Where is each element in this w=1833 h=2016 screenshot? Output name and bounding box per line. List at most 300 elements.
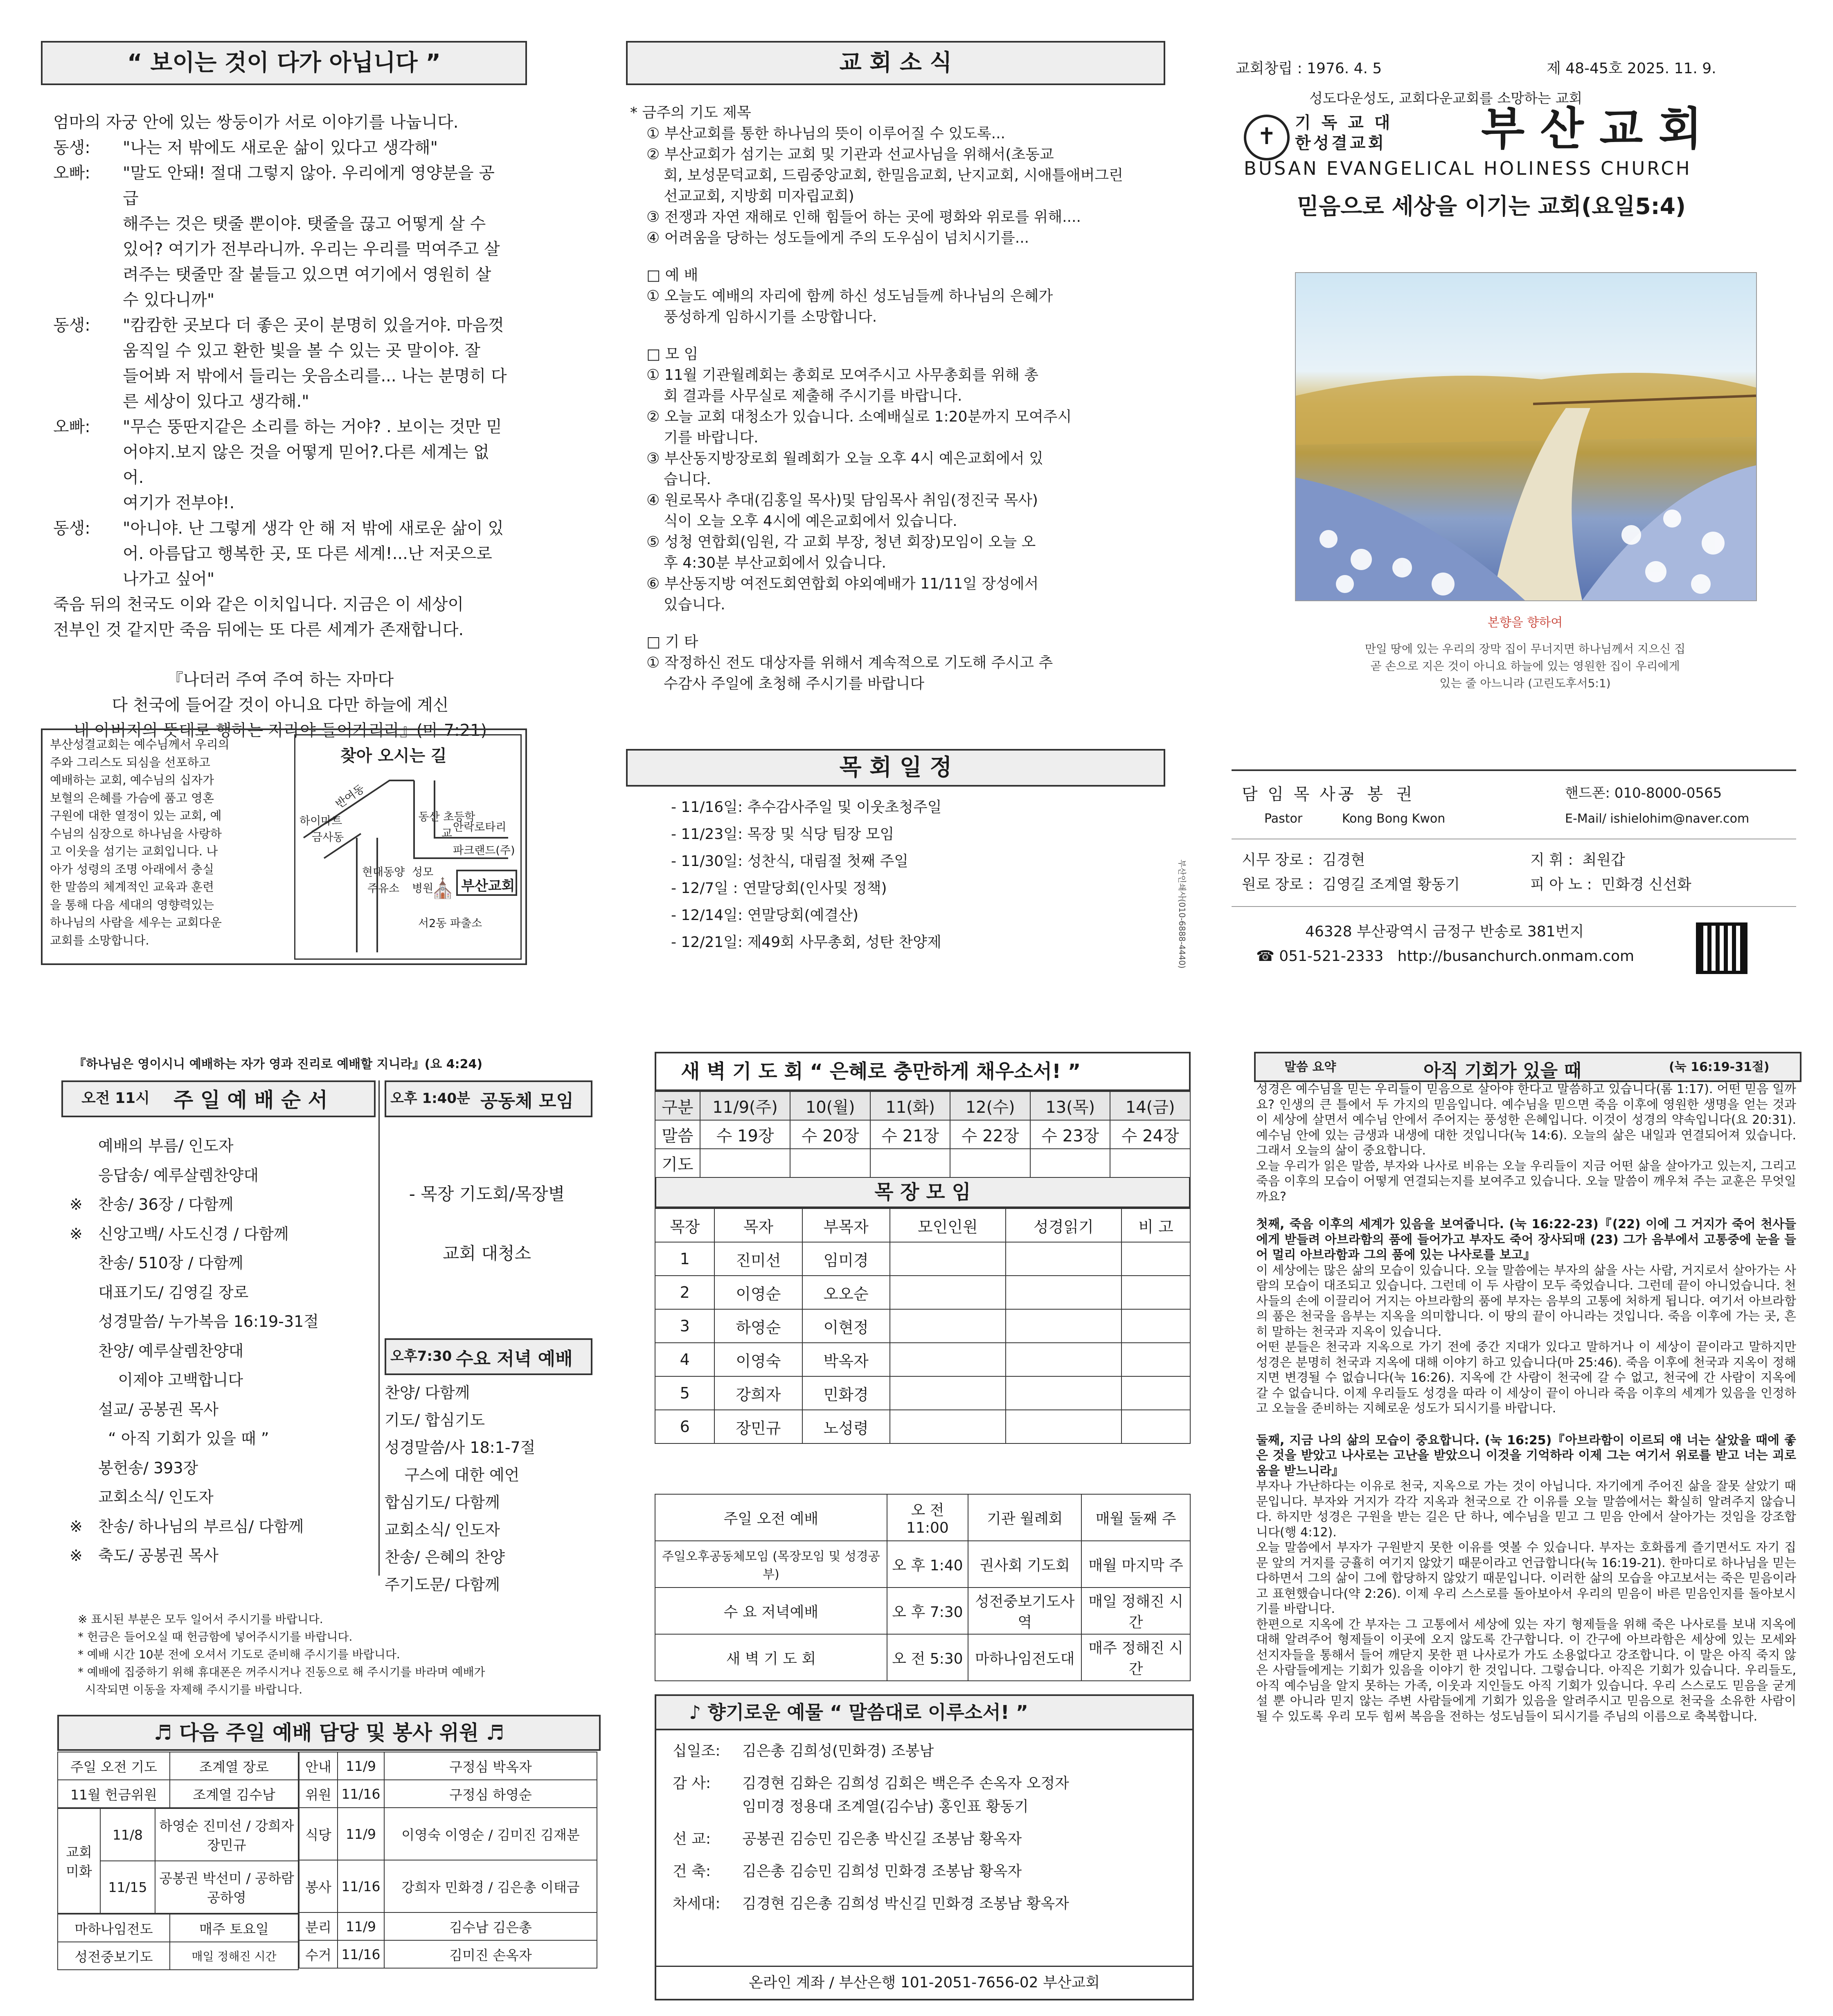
time-cell: 새 벽 기 도 회 [655,1634,887,1681]
offering-row [673,1860,1176,1883]
vision-line: 예배하는 교회, 예수님의 십자가 [50,773,214,787]
duty-value: 조계열 장로 [170,1752,298,1780]
cell-value: 하영순 [714,1309,802,1343]
duty-names: 공봉권 박선미 / 공하람 공하영 [155,1861,298,1913]
worship-heading: □ 예 배 [646,267,698,284]
vision-line: 수님의 심장으로 하나님을 사랑하 [50,826,222,841]
offering-line: 김경현 김화은 김희성 김회은 백은주 손옥자 오정자 [742,1775,1069,1792]
dawn-cell [950,1149,1030,1177]
time-cell: 매주 정해진 시간 [1081,1634,1190,1681]
issue-number: 제 48-45호 2025. 11. 9. [1547,60,1716,77]
schedule-item: - 12/14일: 연말당회(예결산) [671,907,859,924]
offering-title: ♪ 향기로운 예물 “ 말씀대로 이루소서! ” [656,1696,1192,1730]
pm-item-1: - 목장 기도회/목장별 [409,1184,565,1204]
order-mark: ※ [70,1547,83,1565]
sunday-title: 주 일 예 배 순 서 [173,1088,328,1112]
wed-item: 합심기도/ 다함께 [385,1493,500,1511]
order-item [70,1220,381,1249]
dawn-cell [700,1149,790,1177]
vision-line: 고 이웃을 섬기는 교회입니다. 나 [50,844,218,858]
staff-row-1b: 지 휘 : 최원갑 [1530,852,1625,868]
offering-label: 선 교: [673,1831,711,1847]
duty-date: 11/16 [338,1860,384,1912]
offering-row [673,1739,1176,1763]
meeting-item [646,573,1162,615]
map-label-police: 서2동 파출소 [418,917,482,930]
meeting-item [646,406,1162,448]
cell-header: 모인인원 [890,1209,1006,1242]
time-cell: 기관 월례회 [968,1494,1081,1541]
offering-list [656,1730,1192,1933]
map-label-gas: 현대동양 주유소 [362,866,405,895]
dawn-section [655,1052,1191,1444]
note-line: ※ 표시된 부분은 모두 일어서 주시기를 바랍니다. [78,1612,323,1626]
times-table [655,1494,1191,1681]
duty-value: 매주 토요일 [170,1914,298,1942]
offering-line: 김은총 김승민 김희성 민화경 조봉남 황옥자 [742,1863,1022,1880]
meeting-item-line: 습니다. [664,471,711,488]
dawn-header-cell: 13(목) [1030,1091,1110,1120]
cell-value [1006,1376,1121,1410]
cell-header: 비 고 [1121,1209,1190,1242]
church-address: 46328 부산광역시 금정구 반송로 381번지 [1305,923,1584,940]
dialogue [53,135,507,592]
painting-shapes [1296,273,1756,600]
order-mark [70,1249,98,1278]
story-body [53,110,507,743]
order-mark: ※ [70,1517,83,1536]
founded-date: 교회창립 : 1976. 4. 5 [1236,60,1382,77]
schedule-item: - 11/16일: 추수감사주일 및 이웃초청주일 [671,799,942,816]
other-list [630,652,1162,694]
schedule-item: - 12/21일: 제49회 사무총회, 성탄 찬양제 [671,934,941,951]
wed-time: 오후7:30 [390,1348,452,1364]
cell-value [890,1343,1006,1376]
sermon-paragraph: 이 세상에는 많은 삶의 모습이 있습니다. 오늘 말씀에는 부자의 삶을 사는 사람, 거지로서 살아가는 사람의 모습이 대조되고 있습니다. 그런데 이 두 사람이 모두 죽었습니다. 그런데 끝이 아니었습니다. 천사들의 손에 이끌리어 거지는 아브라함의 품에 부자는 음부의 고통에 처하게 됩니다. 여기서 아브라함의 품은 천국을 음부는 지옥을 의미합니다. 이 땅의 끝이 아니라는 것입니다. 죽음 이후에 가는 곳, 흔히 말하는 천국과 지옥이 있습니다. [1256,1263,1796,1339]
cell-value [1121,1242,1190,1276]
wed-item: 기도/ 합심기도 [385,1411,485,1429]
order-text: 응답송/ 예루살렘찬양대 [98,1166,259,1184]
time-cell: 권사회 기도회 [968,1541,1081,1588]
cell-value [890,1309,1006,1343]
meeting-item-line: 회 결과를 사무실로 제출해 주시기를 바랍니다. [664,388,962,404]
printer-note: 부산인쇄사(010-6888-4440) [1177,859,1187,969]
duty-group: 안내 [299,1752,338,1780]
wed-item: 찬송/ 은혜의 찬양 [385,1548,505,1566]
cell-value: 이현정 [802,1309,890,1343]
order-item [70,1483,381,1512]
meeting-item-line: 있습니다. [664,596,725,613]
time-cell: 매월 둘째 주 [1081,1494,1190,1541]
offering-label: 건 축: [673,1863,711,1880]
offering-line: 김경현 김은총 김희성 박신길 민화경 조봉남 황옥자 [742,1895,1069,1912]
duty-label: 마하나임전도 [58,1914,170,1942]
cell-header: 목자 [714,1209,802,1242]
image-verse-line: 만일 땅에 있는 우리의 장막 집이 무너지면 하나님께서 지으신 집 [1365,642,1686,656]
duty-names: 이영숙 이영순 / 김미진 김재분 [384,1808,597,1860]
cell-value [1121,1309,1190,1343]
cell-value [890,1410,1006,1443]
other-item-line: 수감사 주일에 초청해 주시기를 바랍니다 [664,675,924,692]
map-label-himart: 하이마트 [299,815,342,828]
dialogue-line: "아니야. 난 그렇게 생각 안 해 저 밖에 새로운 삶이 있 [123,519,504,538]
dialogue-text [123,516,504,592]
other-item [646,652,1162,694]
cell-value [1006,1276,1121,1309]
duty-names: 구정심 하영순 [384,1780,597,1808]
cell-value: 노성령 [802,1410,890,1443]
pastor-label: 담 임 목 사 : [1242,785,1353,804]
offering-names [742,1827,1022,1851]
meeting-item-line: ⑥ 부산동지방 여전도회연합회 야외예배가 11/11일 장성에서 [646,575,1039,592]
cell-value [1006,1410,1121,1443]
duty-value: 매일 정해진 시간 [170,1942,298,1970]
dawn-cell: 수 20장 [790,1120,870,1149]
time-cell: 오 전 11:00 [887,1494,968,1541]
duty-date: 11/16 [338,1940,384,1968]
pastor-en-label: Pastor [1264,812,1303,826]
order-text: 찬송/ 510장 / 다함께 [98,1254,243,1272]
offering-section [655,1694,1194,2000]
schedule-list [671,794,1162,956]
pastor-phone: 핸드폰: 010-8000-0565 [1565,785,1722,801]
cell-value: 진미선 [714,1242,802,1276]
vision-line: 주와 그리스도 되심을 선포하고 [50,755,210,769]
map-label-geumsa: 금사동 [312,831,344,844]
cell-value [890,1242,1006,1276]
dawn-header-cell: 14(금) [1110,1091,1190,1120]
verse-line: 『나더러 주여 주여 하는 자마다 [167,670,394,689]
note-line: * 헌금은 들어오실 때 헌금함에 넣어주시기를 바랍니다. [78,1630,353,1644]
dawn-cell [870,1149,950,1177]
dialogue-entry [53,135,507,160]
meeting-item-line: ④ 원로목사 추대(김홍일 목사)및 담임목사 취임(정진국 목사) [646,492,1038,509]
map-label-church: 부산교회 [461,878,515,894]
sermon-title: 아직 기회가 있을 때 [1423,1060,1581,1081]
order-mark [70,1337,98,1366]
cell-value: 임미경 [802,1242,890,1276]
map-label-banyeo: 반여동 [333,782,367,811]
meeting-item-line: 식이 오늘 오후 4시에 예은교회에서 있습니다. [664,513,957,530]
meeting-item-line: 후 4:30분 부산교회에서 있습니다. [664,555,886,571]
cell-value: 강희자 [714,1376,802,1410]
dawn-cell: 수 23장 [1030,1120,1110,1149]
time-cell: 오 전 5:30 [887,1634,968,1681]
duty-date: 11/15 [100,1861,155,1913]
dialogue-entry [53,516,507,592]
church-name: 부 산 교 회 [1481,103,1702,155]
order-item [70,1132,381,1161]
order-text: 교회소식/ 인도자 [98,1488,214,1506]
worship-item-line: 풍성하게 임하시기를 소망합니다. [664,309,877,325]
sermon-header [1254,1052,1801,1082]
cell-header: 부목자 [802,1209,890,1242]
order-item [70,1161,381,1191]
duty-date: 11/16 [338,1780,384,1808]
worship-notes [78,1610,589,1698]
duty-group: 분리 [299,1912,338,1940]
worship-item-line: ① 오늘도 예배의 자리에 함께 하신 성도님들께 하나님의 은혜가 [646,288,1053,304]
prayer-item [646,207,1162,228]
image-verse-line: 곧 손으로 지은 것이 아니요 하늘에 있는 영원한 집이 우리에게 [1370,659,1680,673]
dawn-cell: 기도 [655,1149,700,1177]
order-text: 이제야 고백합니다 [98,1371,243,1389]
wed-item: 주기도문/ 다함께 [385,1576,500,1594]
time-cell: 매월 마지막 주 [1081,1541,1190,1588]
time-cell: 오 후 1:40 [887,1541,968,1588]
closing-line: 전부인 것 같지만 죽음 뒤에는 또 다른 세계가 존재합니다. [53,620,464,639]
offering-row [673,1827,1176,1851]
order-item [70,1366,381,1395]
duty-group: 식당 [299,1808,338,1860]
dialogue-entry [53,414,507,516]
news-title: 교 회 소 식 [626,41,1165,85]
cell-value [1121,1276,1190,1309]
vision-line: 아가 성령의 조명 아래에서 충실 [50,862,214,876]
pastor-box [1232,769,1796,984]
vision-line: 을 통해 다음 세대의 영향력있는 [50,898,214,912]
cell-header: 성경읽기 [1006,1209,1121,1242]
dawn-cell: 수 22장 [950,1120,1030,1149]
worship-list [630,286,1162,327]
duty-names: 하영순 진미선 / 강희자 장민규 [155,1809,298,1861]
time-cell: 마하나임전도대 [968,1634,1081,1681]
offering-line: 공봉권 김승민 김은총 박신길 조봉남 황옥자 [742,1831,1022,1847]
order-item [70,1249,381,1278]
sermon-ref: (눅 16:19-31절) [1669,1060,1770,1074]
offering-row [673,1772,1176,1818]
dialogue-line: 있어? 여기가 전부라니까. 우리는 우리를 먹여주고 살 [123,240,500,259]
duty-group: 위원 [299,1780,338,1808]
order-text: 대표기도/ 김영길 장로 [98,1283,249,1301]
pm-item-2: 교회 대청소 [442,1243,531,1263]
cell-value: 6 [655,1410,714,1443]
note-line: 시작되면 이동을 자제해 주시기를 바랍니다. [78,1683,303,1696]
cell-table [655,1208,1191,1444]
order-item [70,1454,381,1483]
story-intro: 엄마의 자궁 안에 있는 쌍둥이가 서로 이야기를 나눕니다. [53,113,459,132]
cell-value: 박옥자 [802,1343,890,1376]
order-item [70,1307,381,1337]
verse-line: 내 아버지의 뜻대로 행하는 자라야 들어가리라』(마 7:21) [73,721,487,740]
order-mark [70,1424,98,1454]
note-line: * 예배 시간 10분 전에 오셔서 기도로 준비해 주시기를 바랍니다. [78,1648,400,1661]
cover-painting [1295,272,1757,601]
order-text: 찬양/ 예루살렘찬양대 [98,1342,244,1360]
cell-value: 민화경 [802,1376,890,1410]
map-label-hospital: 성모병원 [412,866,434,895]
dialogue-line: 수 있다니까" [123,291,215,309]
duty-names: 김수남 김은총 [384,1912,597,1940]
duty-date: 11/8 [100,1809,155,1861]
prayer-item-line: ④ 어려움을 당하는 성도들에게 주의 도우심이 넘치시기를... [646,230,1029,246]
verse-line: 다 천국에 들어갈 것이 아니요 다만 하늘에 계신 [112,696,449,715]
dialogue-text [123,313,507,414]
dialogue-text [123,160,507,313]
dialogue-line: 려주는 탯줄만 잘 붙들고 있으면 여기에서 영원히 살 [123,265,491,284]
dialogue-line: 어. 아름답고 행복한 곳, 또 다른 세계!...난 저곳으로 [123,544,492,563]
order-text: 설교/ 공봉권 목사 [98,1400,218,1418]
wed-item: 구스에 대한 예언 [385,1466,520,1484]
dialogue-line: "나는 저 밖에도 새로운 삶이 있다고 생각해" [123,138,438,157]
offering-line: 김은총 김희성(민화경) 조봉남 [742,1743,934,1759]
cell-value [1006,1242,1121,1276]
duty-group: 수거 [299,1940,338,1968]
dialogue-entry [53,313,507,414]
dialogue-line: 여기가 전부야!. [123,494,235,512]
pastor-email: E-Mail/ ishielohim@naver.com [1565,812,1750,826]
time-cell: 주일 오전 예배 [655,1494,887,1541]
sermon-body [1256,1082,1796,1724]
schedule-title: 목 회 일 정 [626,749,1165,787]
sermon-paragraph: 성경은 예수님을 믿는 우리들이 믿음으로 살아야 한다고 말씀하고 있습니다(롬 1:17). 어떤 믿음 일까요? 인생의 큰 틀에서 두 가지의 믿음입니다. 예수님을 믿으면 죽음 이후에 영원한 생명을 얻는 것과 이 세상에 살면서 예수님 안에서 주어지는 풍성한 은혜입니다. 이것이 성경의 약속입니다(요 20:31). 예수님 안에 있는 금생과 내생에 대한 것입니다(눅 14:6). 오늘의 삶은 내일과 연결되어져 있습니다. 그래서 오늘의 삶이 중요합니다. [1256,1082,1796,1158]
image-verse-line: 있는 줄 아느니라 (고린도후서5:1) [1439,677,1611,690]
pm-title-box [385,1080,592,1117]
meeting-item-line: ③ 부산동지방장로회 월례회가 오늘 오후 4시 예은교회에서 있 [646,450,1043,467]
prayer-heading: * 금주의 기도 제목 [630,104,751,121]
duty-mihwa-label: 교회 미화 [58,1809,100,1913]
sermon-paragraph: 한편으로 지옥에 간 부자는 그 고통에서 세상에 있는 자기 형제들을 위해 죽은 나사로를 보내 지옥에 대해 알려주어 형제들이 이곳에 오지 않도록 간구합니다. 이 간구에 아브라함은 세상에 있는 모세와 선지자들을 통해서 들어 깨닫지 못한 편 나사로가 가도 소용없다고 강조합니다. 이 말은 아직 죽지 않은 사람들에게는 기회가 있음을 이야기 한 것입니다. 그렇습니다. 아직은 기회가 있습니다. 우리들도, 아직 예수님을 알지 못하는 가족, 이웃과 지인들도 아직 기회가 있습니다. 우리 스스로도 믿음을 굳게 설 뿐 아니라 믿지 않는 주변 사람들에게 기회가 있음을 알려주시고 믿음으로 천국을 소유한 사람이 될 수 있도록 우리 모두 힘써 복음을 전하는 성도님들이 되시기를 주님의 이름으로 축복합니다. [1256,1617,1796,1724]
dawn-cell: 수 24장 [1110,1120,1190,1149]
wed-title: 수요 저녁 예배 [456,1349,573,1369]
offering-label: 감 사: [673,1775,711,1792]
pastor-en-name: Kong Bong Kwon [1342,812,1446,826]
story-closing [53,592,507,643]
order-mark [70,1395,98,1425]
dialogue-line: 해주는 것은 탯줄 뿐이야. 탯줄을 끊고 어떻게 살 수 [123,214,486,233]
prayer-item-line: 선교교회, 지방회 미자립교회) [664,188,854,205]
order-mark [70,1366,98,1395]
dawn-cell [790,1149,870,1177]
dialogue-line: 들어봐 저 밖에서 들리는 웃음소리를... 나는 분명히 다 [123,367,507,386]
church-slogan: 믿음으로 세상을 이기는 교회(요일5:4) [1297,193,1686,219]
pm-title: 공동체 모임 [480,1091,574,1112]
vision-line: 보혈의 은혜를 가슴에 품고 영혼 [50,791,214,805]
cell-value [1121,1376,1190,1410]
vision-line: 교회를 소망합니다. [50,933,149,947]
time-cell: 수 요 저녁예배 [655,1588,887,1634]
cell-value: 이영숙 [714,1343,802,1376]
dialogue-speaker: 오빠: [53,164,90,183]
order-text: 찬송/ 36장 / 다함께 [98,1195,234,1213]
vision-line: 하나님의 사람을 세우는 교회다운 [50,916,222,929]
prayer-item-line: ② 부산교회가 섬기는 교회 및 기관과 선교사님을 위해서(초동교 [646,146,1054,163]
order-text: “ 아직 기회가 있을 때 ” [98,1430,269,1448]
order-mark [70,1454,98,1483]
meeting-item-line: ⑤ 성청 연합회(임원, 각 교회 부장, 청년 회장)모임이 오늘 오 [646,534,1036,550]
dialogue-speaker: 동생: [53,138,90,157]
dialogue-line: "무슨 뚱딴지같은 소리를 하는 거야? . 보이는 것만 믿 [123,417,502,436]
duty-value: 조계열 김수남 [170,1780,298,1808]
dialogue-speaker: 동생: [53,519,90,538]
pastor-name: 공 봉 권 [1338,785,1416,804]
cell-value: 4 [655,1343,714,1376]
church-name-english: BUSAN EVANGELICAL HOLINESS CHURCH [1244,158,1692,179]
sermon-paragraph: 오늘 말씀에서 부자가 구원받지 못한 이유를 엿볼 수 있습니다. 부자는 호화롭게 즐기면서도 자기 집 문 앞의 거지를 긍휼히 여기지 않았기 때문이라고 언급합니다(눅 16:19-21). 한마디로 하나님을 믿는다하면서 그의 삶이 그에 합당하지 않았기 때문입니다. 이러한 삶의 모습을 야고보서는 죽은 믿음이라고 표현했습니다(약 2:26). 이제 우리 스스로를 돌아보아서 우리의 믿음이 바른 믿음인지를 돌아보시기를 바랍니다. [1256,1540,1796,1616]
sermon-paragraph: 어떤 분들은 천국과 지옥으로 가기 전에 중간 지대가 있다고 말하거나 이 세상이 끝이라고 말하지만 성경은 분명히 천국과 지옥에 대해 이야기 하고 있습니다(마 25:46). 죽음 이후에 천국과 지옥이 정해지면 변경될 수 없습니다(눅 16:26). 지옥에 간 사람이 천국에 갈 수 없고, 천국에 간 사람이 지옥에 갈 수 없습니다. 이제 우리들도 성경을 따라 이 세상이 끝이 아니라 죽음 이후의 세계가 있음을 인정하고 오늘을 준비하는 지혜로운 성도가 되시기를 바랍니다. [1256,1340,1796,1416]
sermon-paragraph: 둘째, 지금 나의 삶의 모습이 중요합니다. (눅 16:25)『아브라함이 이르되 얘 너는 살았을 때에 좋은 것을 받았고 나사로는 고난을 받았으니 이것을 기억하라 이제 그는 여기서 위로를 받고 너는 괴로움을 받느니라』 [1256,1433,1796,1478]
qr-code-icon[interactable] [1696,922,1747,974]
dialogue-entry [53,160,507,313]
order-text: 봉헌송/ 393장 [98,1459,198,1477]
map-title: 찾아 오시는 길 [340,746,447,765]
order-mark: ※ [70,1224,83,1243]
worship-order-panel [57,1080,589,1604]
map [294,734,522,960]
cell-value: 3 [655,1309,714,1343]
image-verse [1295,640,1755,692]
church-url[interactable]: http://busanchurch.onmam.com [1397,948,1635,965]
dialogue-line: 움직일 수 있고 환한 빛을 볼 수 있는 곳 말이야. 잘 [123,341,481,360]
sermon-tag: 말씀 요약 [1284,1060,1336,1074]
church-emblem-icon: ✝ [1244,115,1290,160]
dialogue-speaker: 오빠: [53,417,90,436]
time-cell: 매일 정해진 시간 [1081,1588,1190,1634]
other-heading: □ 기 타 [646,634,698,650]
dawn-header-cell: 10(월) [790,1091,870,1120]
order-text: 찬송/ 하나님의 부르심/ 다함께 [98,1517,304,1536]
cell-title: 목 장 모 임 [655,1178,1191,1208]
cell-value: 5 [655,1376,714,1410]
staff-row-2b: 피 아 노 : 민화경 신선화 [1530,876,1691,893]
prayer-item [646,144,1162,207]
wed-item: 교회소식/ 인도자 [385,1521,500,1539]
order-item [70,1190,381,1220]
duty-table-right [299,1752,597,1969]
duty-date: 11/9 [338,1808,384,1860]
offering-names [742,1739,934,1763]
worship-item [646,286,1162,327]
order-mark [70,1161,98,1191]
wed-title-box [385,1338,592,1375]
dialogue-line: 른 세상이 있다고 생각해." [123,392,309,411]
times-section [655,1494,1191,1681]
dawn-cell [1030,1149,1110,1177]
offering-line: 임미경 정용대 조계열(김수남) 홍인표 황동기 [742,1798,1029,1815]
vision-line: 한 말씀의 체계적인 교육과 훈련 [50,880,214,894]
dialogue-line: "캄캄한 곳보다 더 좋은 곳이 분명히 있을거야. 마음껏 [123,316,504,335]
meeting-item-line: ② 오늘 교회 대청소가 있습니다. 소예배실로 1:20분까지 모여주시 [646,408,1072,425]
denomination: 기 독 교 대한성결교회 [1295,113,1393,153]
cell-value: 오오순 [802,1276,890,1309]
order-item [70,1337,381,1366]
duty-title: ♬ 다음 주일 예배 담당 및 봉사 위원 ♬ [57,1715,601,1751]
meeting-item [646,448,1162,490]
vision-text [50,736,287,949]
order-item [70,1278,381,1308]
church-building-icon: ⛪ [430,877,455,900]
duty-label: 성전중보기도 [58,1942,170,1970]
order-text: 신앙고백/ 사도신경 / 다함께 [98,1224,289,1243]
dawn-cell: 수 19장 [700,1120,790,1149]
dialogue-speaker: 동생: [53,316,90,335]
cell-value [1006,1343,1121,1376]
sermon-paragraph: 오늘 우리가 읽은 말씀, 부자와 나사로 비유는 오늘 우리들이 지금 어떤 삶을 살아가고 있는지, 그리고 죽음 이후의 모습이 어떻게 연결되는지를 보여주고 있습니다. 오늘 말씀이 깨우쳐 주는 교훈은 무엇일까요? [1256,1159,1796,1204]
order-text: 축도/ 공봉권 목사 [98,1547,218,1565]
closing-line: 죽음 뒤의 천국도 이와 같은 이치입니다. 지금은 이 세상이 [53,595,464,614]
time-cell: 오 후 7:30 [887,1588,968,1634]
sunday-order [70,1132,381,1571]
duty-table-left [57,1752,299,1970]
offering-names [742,1860,1022,1883]
prayer-list [630,123,1162,248]
duty-names: 김미진 손옥자 [384,1940,597,1968]
staff-row-1: 시무 장로 : 김경현 [1242,852,1365,868]
order-text: 예배의 부름/ 인도자 [98,1137,234,1155]
sermon-paragraph: 첫째, 죽음 이후의 세계가 있음을 보여줍니다. (눅 16:22-23)『(22) 이에 그 거지가 죽어 천사들에게 받들려 아브라함의 품에 들어가고 부자도 죽어 장사되매 (23) 그가 음부에서 고통중에 눈을 들어 멀리 아브라함과 그의 품에 있는 나사로를 보고』 [1256,1217,1796,1262]
cell-value: 1 [655,1242,714,1276]
dialogue-text [123,135,438,160]
